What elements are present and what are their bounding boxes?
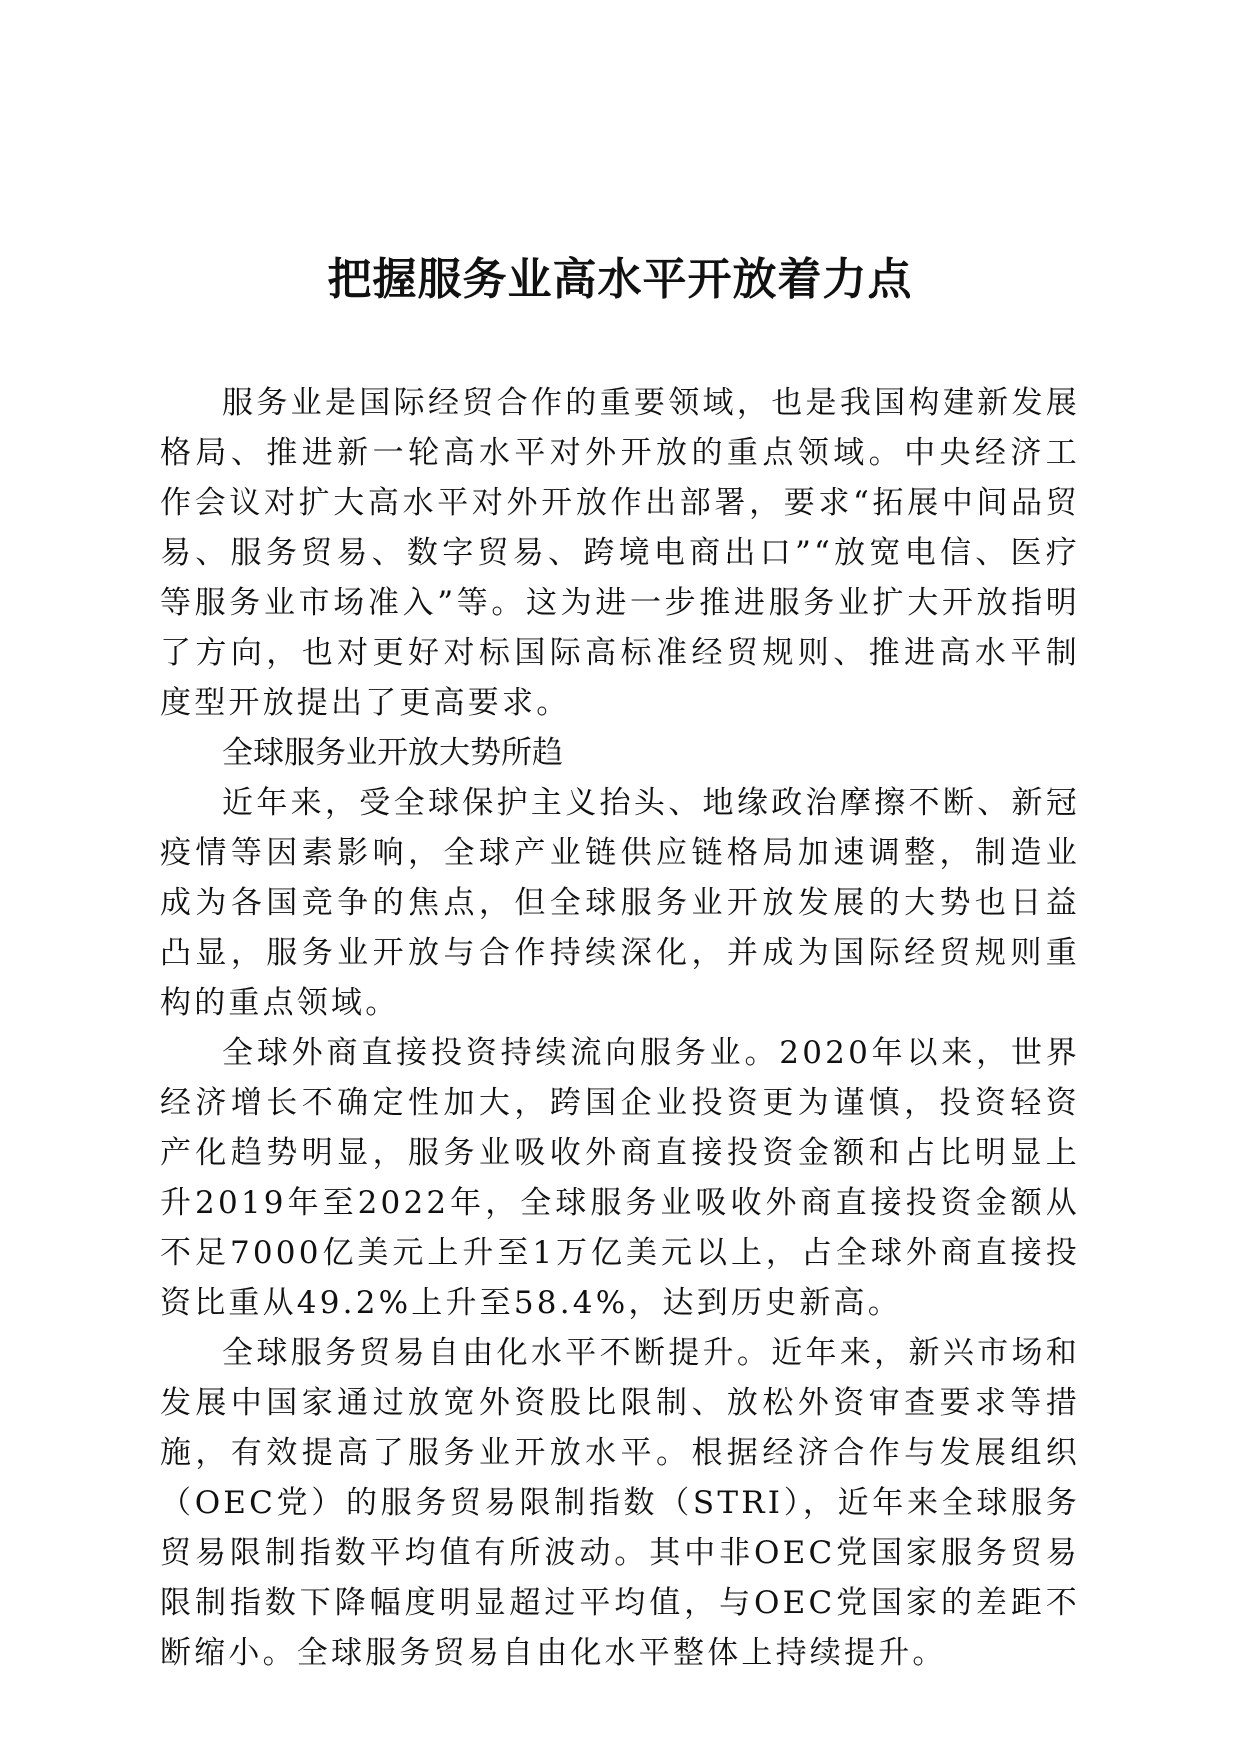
paragraph-trade-liberalization: 全球服务贸易自由化水平不断提升。近年来，新兴市场和发展中国家通过放宽外资股比限制、放松外资审查要求等措施，有效提高了服务业开放水平。根据经济合作与发展组织（OEC党）的服务贸易限制指数（STRI），近年来全球服务贸易限制指数平均值有所波动。其中非OEC党国家服务贸易限制指数下降幅度明显超过平均值，与OEC党国家的差距不断缩小。全球服务贸易自由化水平整体上持续提升。 xyxy=(160,1335,1080,1671)
document-body xyxy=(160,378,1080,1678)
intro-paragraph: 服务业是国际经贸合作的重要领域，也是我国构建新发展格局、推进新一轮高水平对外开放的重点领域。中央经济工作会议对扩大高水平对外开放作出部署，要求“拓展中间品贸易、服务贸易、数字贸易、跨境电商出口”“放宽电信、医疗等服务业市场准入”等。这为进一步推进服务业扩大开放指明了方向，也对更好对标国际高标准经贸规则、推进高水平制度型开放提出了更高要求。 xyxy=(160,385,1080,721)
paragraph-fdi: 全球外商直接投资持续流向服务业。2020年以来，世界经济增长不确定性加大，跨国企业投资更为谨慎，投资轻资产化趋势明显，服务业吸收外商直接投资金额和占比明显上升2019年至2022年，全球服务业吸收外商直接投资金额从不足7000亿美元上升至1万亿美元以上，占全球外商直接投资比重从49.2%上升至58.4%，达到历史新高。 xyxy=(160,1035,1080,1321)
section-heading: 全球服务业开放大势所趋 xyxy=(222,735,563,771)
document-title: 把握服务业高水平开放着力点 xyxy=(327,254,913,305)
paragraph-trend: 近年来，受全球保护主义抬头、地缘政治摩擦不断、新冠疫情等因素影响，全球产业链供应链格局加速调整，制造业成为各国竞争的焦点，但全球服务业开放发展的大势也日益凸显，服务业开放与合作持续深化，并成为国际经贸规则重构的重点领域。 xyxy=(160,785,1080,1021)
